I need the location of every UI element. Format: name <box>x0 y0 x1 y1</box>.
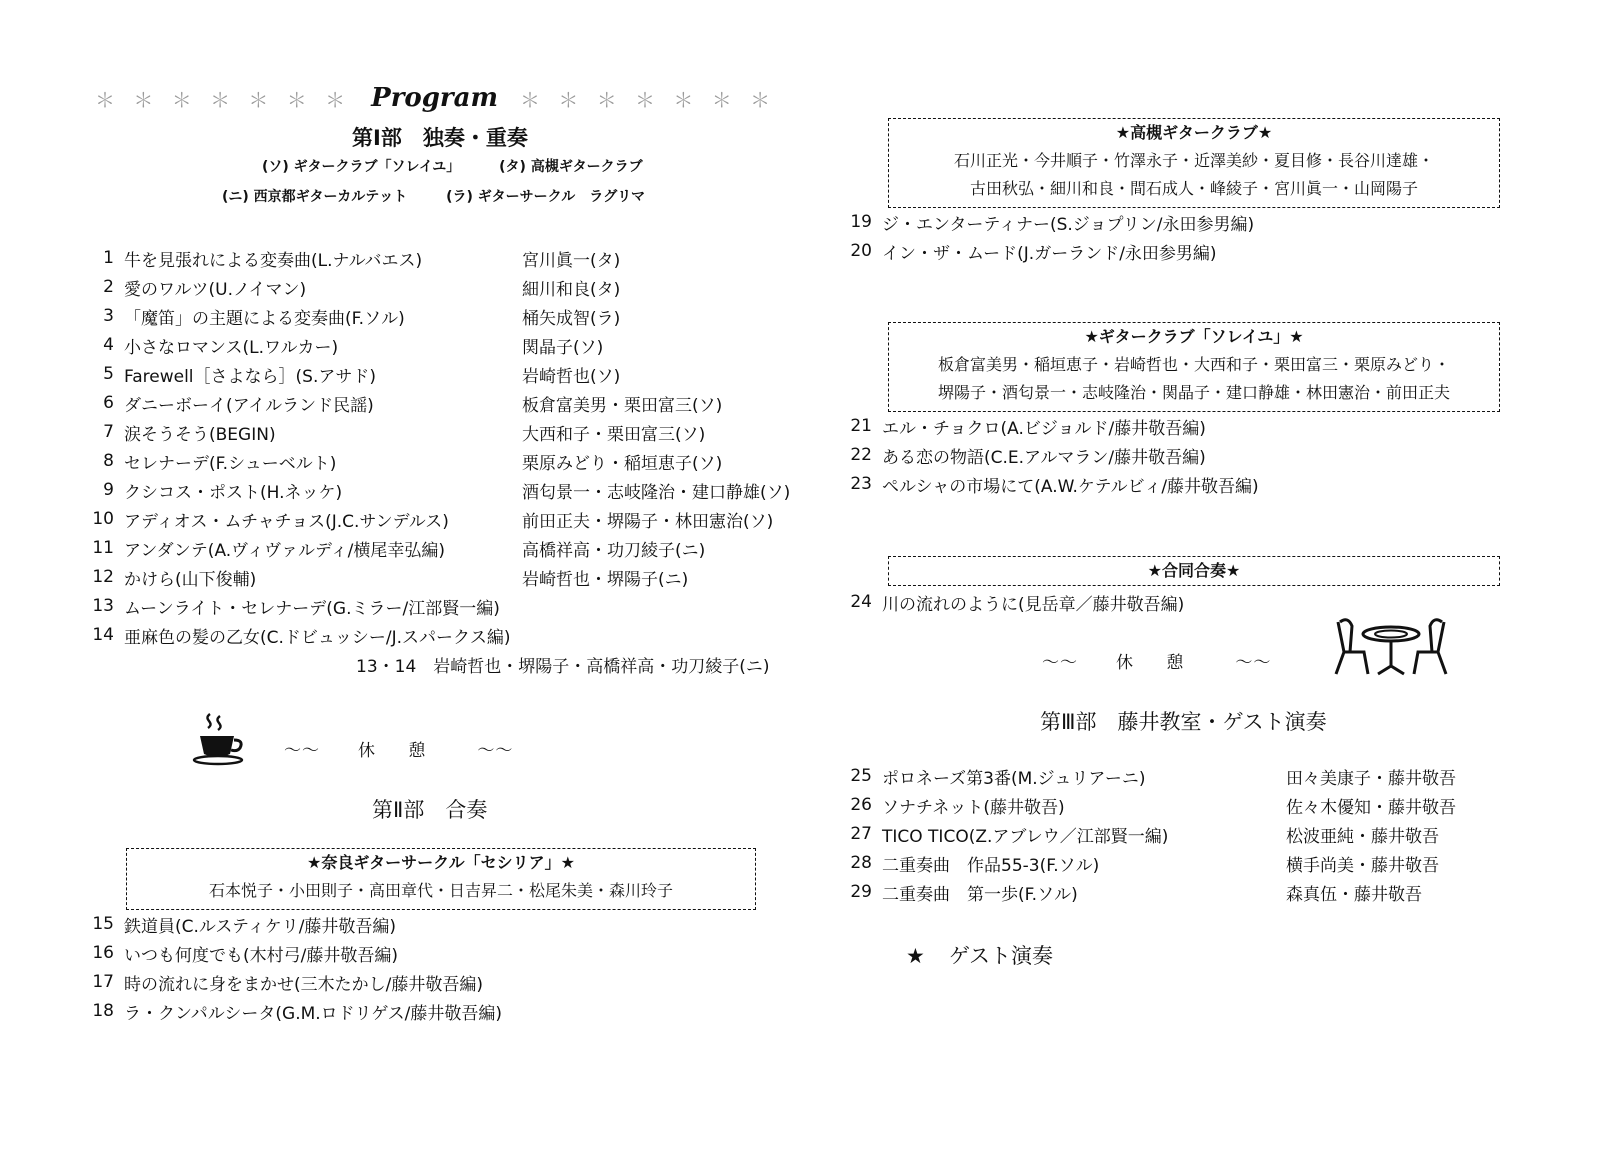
legend-soleil: (ソ) ギタークラブ「ソレイユ」 <box>262 159 461 175</box>
item-number: 18 <box>92 1001 114 1021</box>
star-icon: ★ <box>906 944 925 968</box>
part2-title: 第Ⅱ部 合奏 <box>372 798 488 822</box>
program-item-13-14-performers: 13・14 岩崎哲也・堺陽子・高橋祥高・功刀綾子(ニ) <box>356 656 770 677</box>
snowflake-decoration-left: ＊ ＊ ＊ ＊ ＊ ＊ ＊ <box>95 87 352 112</box>
nara-guitar-circle-box <box>126 848 756 910</box>
item-number: 25 <box>850 766 872 786</box>
item-number: 24 <box>850 592 872 612</box>
item-number: 19 <box>850 212 872 232</box>
item-title: アディオス・ムチャチョス(J.C.サンデルス) <box>124 511 449 532</box>
program-item-17 <box>92 968 483 996</box>
item-number: 13 <box>92 596 114 616</box>
program-item-5 <box>92 360 621 388</box>
part1-title: 第Ⅰ部 独奏・重奏 <box>352 126 528 150</box>
item-title: いつも何度でも(木村弓/藤井敬吾編) <box>124 945 398 966</box>
snowflake-decoration-right: ＊ ＊ ＊ ＊ ＊ ＊ ＊ <box>519 87 777 112</box>
item-performer: 佐々木優知・藤井敬吾 <box>1286 797 1456 818</box>
program-item-28 <box>850 849 1439 877</box>
program-title: Program <box>371 83 498 113</box>
item-title: 時の流れに身をまかせ(三木たかし/藤井敬吾編) <box>124 974 483 995</box>
item-title: アンダンテ(A.ヴィヴァルディ/横尾幸弘編) <box>124 540 445 561</box>
item-number: 10 <box>92 509 114 529</box>
break-label: 休 憩 <box>358 741 440 761</box>
item-title: ポロネーズ第3番(M.ジュリアーニ) <box>882 768 1146 789</box>
item-number: 23 <box>850 474 872 494</box>
item-number: 1 <box>103 248 114 268</box>
item-title: セレナーデ(F.シューベルト) <box>124 453 337 474</box>
item-title: 牛を見張れによる変奏曲(L.ナルバエス) <box>124 250 423 271</box>
break-1 <box>284 736 513 761</box>
takatsuki-members-line-1: 石川正光・今井順子・竹澤永子・近澤美紗・夏目修・長谷川達雄・ <box>953 151 1434 170</box>
item-performer: 栗原みどり・稲垣恵子(ソ) <box>522 453 723 474</box>
program-item-14 <box>92 621 511 649</box>
takatsuki-heading: ★高槻ギタークラブ★ <box>1115 123 1273 142</box>
break-2 <box>1042 648 1271 673</box>
program-item-10 <box>92 505 774 533</box>
item-number: 26 <box>850 795 872 815</box>
item-number: 28 <box>850 853 872 873</box>
program-item-12 <box>92 563 689 591</box>
program-item-7 <box>92 418 706 446</box>
item-title: 「魔笛」の主題による変奏曲(F.ソル) <box>124 308 405 329</box>
item-title: 二重奏曲 第一歩(F.ソル) <box>882 884 1078 905</box>
item-title: ダニーボーイ(アイルランド民謡) <box>124 395 374 416</box>
takatsuki-guitar-club-box <box>888 118 1500 208</box>
program-item-9 <box>92 476 791 504</box>
break-tilde-left: ～～ <box>284 741 320 761</box>
item-title: Farewell［さよなら］(S.アサド) <box>124 366 376 387</box>
item-number: 12 <box>92 567 114 587</box>
item-title: ムーンライト・セレナーデ(G.ミラー/江部賢一編) <box>124 598 500 619</box>
item-title: 二重奏曲 作品55-3(F.ソル) <box>882 855 1100 876</box>
item-performer: 横手尚美・藤井敬吾 <box>1286 855 1439 876</box>
soleil-members-line-2: 堺陽子・酒匂景一・志岐隆治・関晶子・建口静雄・林田憲治・前田正夫 <box>937 383 1450 402</box>
program-item-2 <box>92 273 621 301</box>
item-performer: 森真伍・藤井敬吾 <box>1286 884 1422 905</box>
program-item-19 <box>850 208 1254 236</box>
item-title: 鉄道員(C.ルスティケリ/藤井敬吾編) <box>124 916 397 937</box>
item-number: 16 <box>92 943 114 963</box>
item-performer: 関晶子(ソ) <box>522 337 604 358</box>
legend-lagrima: (ラ) ギターサークル ラグリマ <box>446 189 645 205</box>
guest-label: ゲスト演奏 <box>948 944 1053 968</box>
program-item-18 <box>92 997 502 1025</box>
item-number: 4 <box>103 335 114 355</box>
item-number: 5 <box>103 364 114 384</box>
item-title: ソナチネット(藤井敬吾) <box>882 797 1065 818</box>
item-performer: 岩崎哲也・堺陽子(ニ) <box>522 569 689 590</box>
program-item-26 <box>850 791 1456 819</box>
item-number: 6 <box>103 393 114 413</box>
soleil-heading: ★ギタークラブ「ソレイユ」★ <box>1084 327 1304 346</box>
soleil-members-line-1: 板倉富美男・稲垣恵子・岩崎哲也・大西和子・栗田富三・栗原みどり・ <box>937 355 1450 374</box>
item-number: 3 <box>103 306 114 326</box>
item-performer: 桶矢成智(ラ) <box>522 308 621 329</box>
item-number: 7 <box>103 422 114 442</box>
item-number: 22 <box>850 445 872 465</box>
program-item-16 <box>92 939 398 967</box>
program-item-13 <box>92 592 500 620</box>
nara-members: 石本悦子・小田則子・高田章代・日吉昇二・松尾朱美・森川玲子 <box>208 881 673 900</box>
break-tilde-right: ～～ <box>477 741 514 761</box>
program-item-25 <box>850 762 1456 790</box>
program-item-23 <box>850 470 1259 498</box>
break-tilde-left: ～～ <box>1042 653 1078 673</box>
program-item-27 <box>850 820 1439 848</box>
nara-heading: ★奈良ギターサークル「セシリア」★ <box>306 853 576 872</box>
program-item-8 <box>92 447 723 475</box>
part3-title: 第Ⅲ部 藤井教室・ゲスト演奏 <box>1040 710 1327 734</box>
legend-takatsuki: (タ) 高槻ギタークラブ <box>499 159 643 175</box>
item-performer: 酒匂景一・志岐隆治・建口静雄(ソ) <box>522 482 791 503</box>
program-item-3 <box>92 302 621 330</box>
program-item-6 <box>92 389 723 417</box>
program-item-4 <box>92 331 604 359</box>
item-title: エル・チョクロ(A.ビジョルド/藤井敬吾編) <box>882 418 1206 439</box>
item-title: 涙そうそう(BEGIN) <box>124 424 276 445</box>
item-performer: 板倉富美男・栗田富三(ソ) <box>522 395 723 416</box>
program-header <box>95 80 777 116</box>
item-title: 川の流れのように(見岳章／藤井敬吾編) <box>882 594 1185 615</box>
legend-nishikyoto: (ニ) 西京都ギターカルテット <box>222 189 408 205</box>
program-item-29 <box>850 878 1422 906</box>
program-item-22 <box>850 441 1206 469</box>
takatsuki-members-line-2: 古田秋弘・細川和良・間石成人・峰綾子・宮川眞一・山岡陽子 <box>969 179 1418 198</box>
right-page <box>800 0 1600 1162</box>
soleil-guitar-club-box <box>888 322 1500 412</box>
item-number: 17 <box>92 972 114 992</box>
item-number: 15 <box>92 914 114 934</box>
break-label: 休 憩 <box>1116 653 1198 673</box>
program-item-24 <box>850 588 1184 616</box>
item-performer: 細川和良(タ) <box>522 279 621 300</box>
item-number: 20 <box>850 241 872 261</box>
item-performer: 田々美康子・藤井敬吾 <box>1286 768 1456 789</box>
program-item-20 <box>850 237 1217 265</box>
program-item-15 <box>92 910 396 938</box>
item-title: 小さなロマンス(L.ワルカー) <box>124 337 339 358</box>
item-performer: 宮川眞一(タ) <box>522 250 621 271</box>
item-title: ラ・クンパルシータ(G.M.ロドリゲス/藤井敬吾編) <box>124 1003 503 1024</box>
joint-ensemble-box <box>888 556 1500 586</box>
item-title: イン・ザ・ムード(J.ガーランド/永田参男編) <box>882 243 1217 264</box>
item-title: ペルシャの市場にて(A.W.ケテルビィ/藤井敬吾編) <box>882 476 1259 497</box>
item-number: 21 <box>850 416 872 436</box>
item-title: ある恋の物語(C.E.アルマラン/藤井敬吾編) <box>882 447 1206 468</box>
item-title: TICO TICO(Z.アブレウ／江部賢一編) <box>882 826 1169 847</box>
item-performer: 松波亜純・藤井敬吾 <box>1286 826 1439 847</box>
item-number: 11 <box>92 538 114 558</box>
guest-performance <box>906 940 1053 970</box>
item-number: 29 <box>850 882 872 902</box>
item-number: 2 <box>103 277 114 297</box>
item-number: 9 <box>103 480 114 500</box>
item-performer: 高橋祥高・功刀綾子(ニ) <box>522 540 706 561</box>
item-title: 亜麻色の髪の乙女(C.ドビュッシー/J.スパークス編) <box>124 627 511 648</box>
item-number: 27 <box>850 824 872 844</box>
legend-line-1 <box>262 156 677 176</box>
item-number: 8 <box>103 451 114 471</box>
item-title: クシコス・ポスト(H.ネッケ) <box>124 482 343 503</box>
item-title: ジ・エンターティナー(S.ジョプリン/永田参男編) <box>882 214 1255 235</box>
joint-heading: ★合同合奏★ <box>1147 561 1241 580</box>
legend-line-2 <box>222 186 679 206</box>
program-item-11 <box>92 534 706 562</box>
item-performer: 前田正夫・堺陽子・林田憲治(ソ) <box>522 511 774 532</box>
item-title: かけら(山下俊輔) <box>124 569 257 590</box>
coffee-cup-icon <box>192 712 252 770</box>
item-performer: 大西和子・栗田富三(ソ) <box>522 424 706 445</box>
break-tilde-right: ～～ <box>1235 653 1272 673</box>
item-number: 14 <box>92 625 114 645</box>
cafe-table-icon <box>1328 612 1454 682</box>
item-title: 愛のワルツ(U.ノイマン) <box>124 279 307 300</box>
program-item-1 <box>92 244 621 272</box>
item-performer: 岩崎哲也(ソ) <box>522 366 621 387</box>
program-item-21 <box>850 412 1206 440</box>
